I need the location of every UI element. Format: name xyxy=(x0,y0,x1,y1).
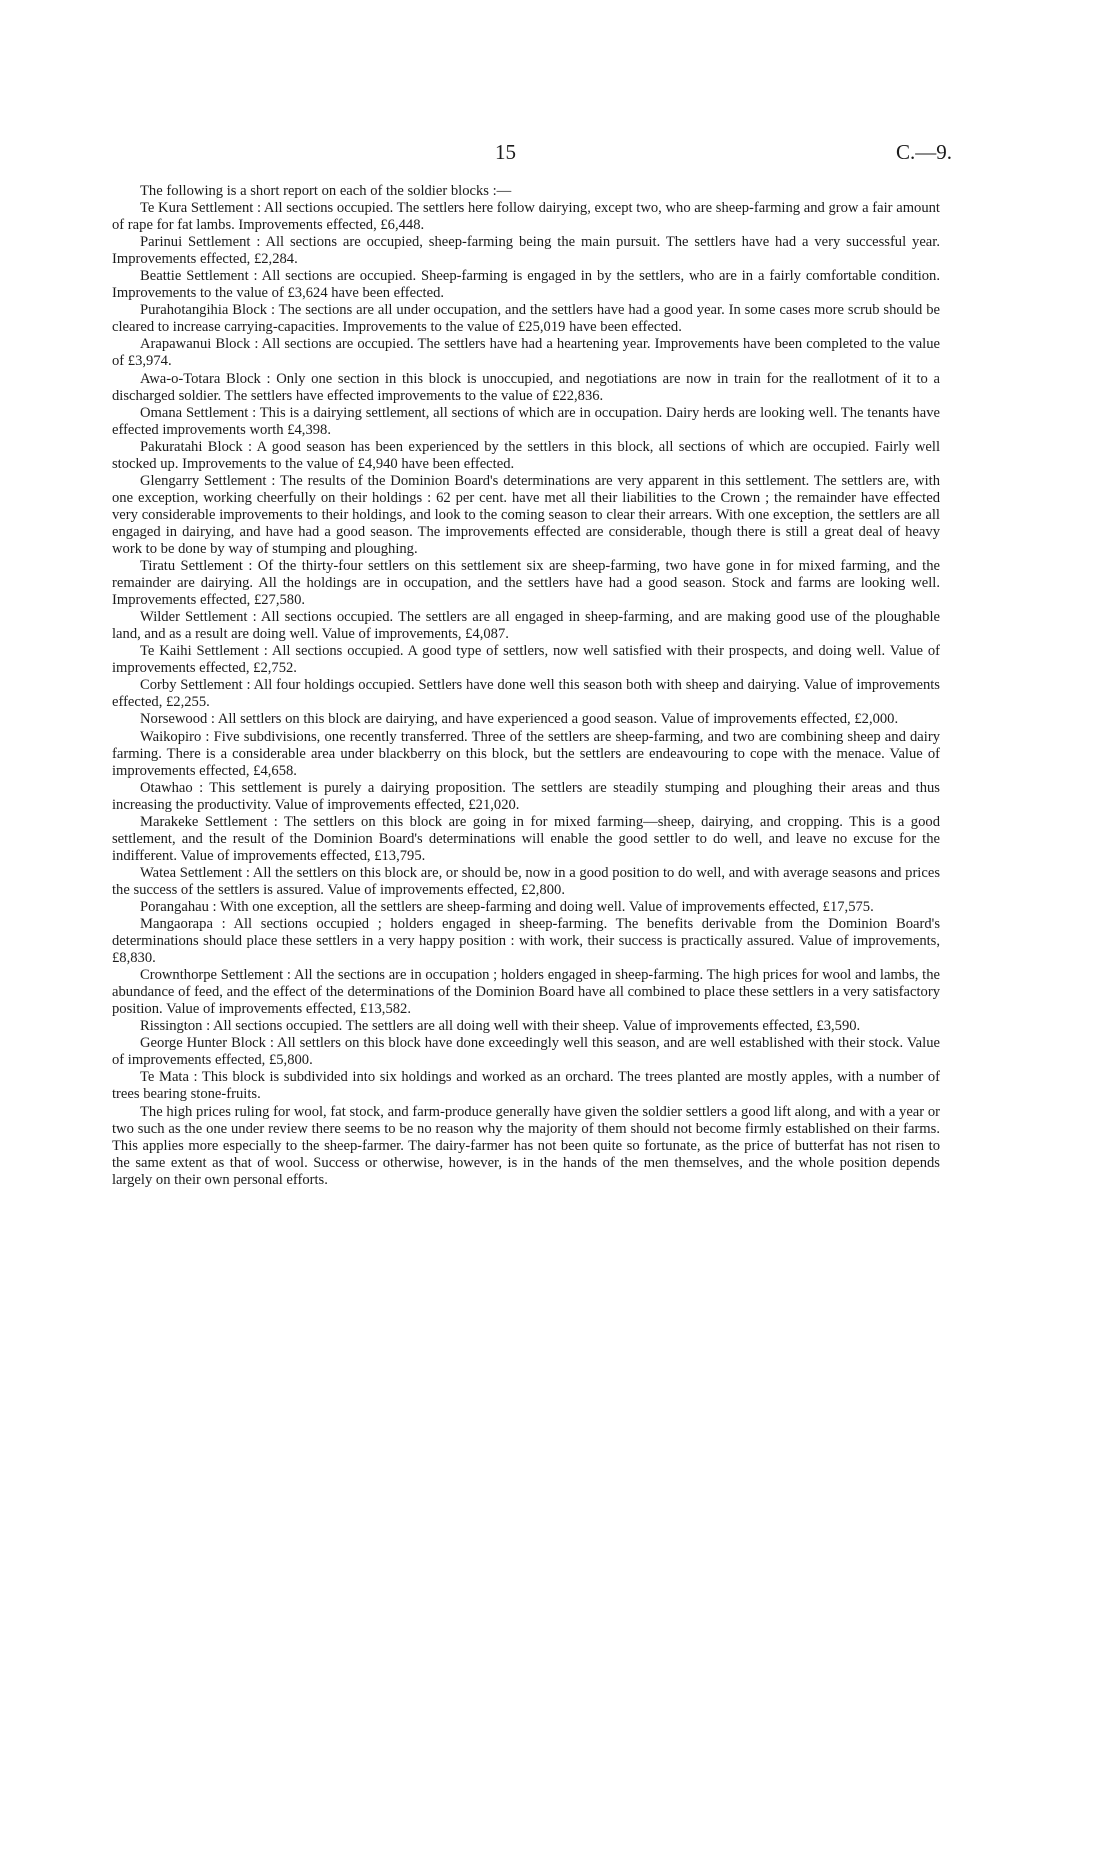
paragraph-arapawanui: Arapawanui Block : All sections are occupied. The settlers have had a heartening year. Improvements have been completed to the value of £3,974. xyxy=(112,336,940,370)
paragraph-awa-o-totara: Awa-o-Totara Block : Only one section in this block is unoccupied, and negotiations are now in train for the reallotment of it to a discharged soldier. The settlers have effected improvements to the value of £22,836. xyxy=(112,370,940,404)
paragraph-otawhao: Otawhao : This settlement is purely a dairying proposition. The settlers are steadily stumping and ploughing their areas and thus increasing the productivity. Value of improvements effected, £21,020. xyxy=(112,779,940,813)
paragraph-pakuratahi: Pakuratahi Block : A good season has been experienced by the settlers in this block, all sections of which are occupied. Fairly well stocked up. Improvements to the value of £4,940 have been effected. xyxy=(112,438,940,472)
paragraph-george-hunter: George Hunter Block : All settlers on this block have done exceedingly well this season, and are well established with their stock. Value of improvements effected, £5,800. xyxy=(112,1035,940,1069)
paragraph-purahotangihia: Purahotangihia Block : The sections are all under occupation, and the settlers have had a good year. In some cases more scrub should be cleared to increase carrying-capacities. Improvements to the value of £25,019 have been effected. xyxy=(112,302,940,336)
page-number: 15 xyxy=(495,140,516,164)
paragraph-te-mata: Te Mata : This block is subdivided into six holdings and worked as an orchard. The trees planted are mostly apples, with a number of trees bearing stone-fruits. xyxy=(112,1069,940,1103)
intro-paragraph: The following is a short report on each of the soldier blocks :— xyxy=(140,183,512,199)
paragraph-conclusion: The high prices ruling for wool, fat stock, and farm-produce generally have given the soldier settlers a good lift along, and with a year or two such as the one under review there seems to be no reason why the majority of them should not become firmly established on their farms. This applies more especially to the sheep-farmer. The dairy-farmer has not been quite so fortunate, as the price of butterfat has not risen to the same extent as that of wool. Success or otherwise, however, is in the hands of the men themselves, and the whole position depends largely on their own personal efforts. xyxy=(112,1103,940,1188)
paragraph-porangahau: Porangahau : With one exception, all the settlers are sheep-farming and doing well. Value of improvements effected, £17,575. xyxy=(140,898,874,915)
paragraph-tiratu: Tiratu Settlement : Of the thirty-four settlers on this settlement six are sheep-farming, two have gone in for mixed farming, and the remainder are dairying. All the holdings are in occupation, and the settlers have had a good season. Stock and farms are looking well. Improvements effected, £27,580. xyxy=(112,558,940,609)
paragraph-crownthorpe: Crownthorpe Settlement : All the sections are in occupation ; holders engaged in sheep-farming. The high prices for wool and lambs, the abundance of feed, and the effect of the determinations of the Dominion Board have all combined to place these settlers in a very satisfactory position. Value of improvements effected, £13,582. xyxy=(112,967,940,1018)
paragraph-beattie: Beattie Settlement : All sections are occupied. Sheep-farming is engaged in by the settlers, who are in a fairly comfortable condition. Improvements to the value of £3,624 have been effected. xyxy=(112,268,940,302)
report-body xyxy=(112,183,940,1189)
paragraph-glengarry: Glengarry Settlement : The results of the Dominion Board's determinations are very apparent in this settlement. The settlers are, with one exception, working cheerfully on their holdings : 62 per cent. have met all their liabilities to the Crown ; the remainder have effected very considerable improvements to their holdings, and look to the coming season to clear their arrears. With one exception, the settlers are all engaged in dairying, and have had a good season. The improvements effected are considerable, though there is still a great deal of heavy work to be done by way of stumping and ploughing. xyxy=(112,472,940,557)
paragraph-norsewood: Norsewood : All settlers on this block are dairying, and have experienced a good season. Value of improvements effected, £2,000. xyxy=(140,711,899,728)
paragraph-te-kaihi: Te Kaihi Settlement : All sections occupied. A good type of settlers, now well satisfied with their prospects, and doing well. Value of improvements effected, £2,752. xyxy=(112,643,940,677)
paragraph-omana: Omana Settlement : This is a dairying settlement, all sections of which are in occupation. Dairy herds are looking well. The tenants have effected improvements worth £4,398. xyxy=(112,404,940,438)
document-code: C.—9. xyxy=(895,140,952,164)
paragraph-watea: Watea Settlement : All the settlers on this block are, or should be, now in a good position to do well, and with average seasons and prices the success of the settlers is assured. Value of improvements effected, £2,800. xyxy=(112,864,940,898)
paragraph-parinui: Parinui Settlement : All sections are occupied, sheep-farming being the main pursuit. The settlers have had a very successful year. Improvements effected, £2,284. xyxy=(112,234,940,268)
paragraph-mangaorapa: Mangaorapa : All sections occupied ; holders engaged in sheep-farming. The benefits derivable from the Dominion Board's determinations should place these settlers in a very happy position : with work, their success is practically assured. Value of improvements, £8,830. xyxy=(112,916,940,967)
paragraph-te-kura: Te Kura Settlement : All sections occupied. The settlers here follow dairying, except two, who are sheep-farming and grow a fair amount of rape for fat lambs. Improvements effected, £6,448. xyxy=(112,200,940,234)
paragraph-corby: Corby Settlement : All four holdings occupied. Settlers have done well this season both with sheep and dairying. Value of improvements effected, £2,255. xyxy=(112,677,940,711)
paragraph-wilder: Wilder Settlement : All sections occupied. The settlers are all engaged in sheep-farming, and are making good use of the ploughable land, and as a result are doing well. Value of improvements, £4,087. xyxy=(112,609,940,643)
paragraph-waikopiro: Waikopiro : Five subdivisions, one recently transferred. Three of the settlers are sheep-farming, and two are combining sheep and dairy farming. There is a considerable area under blackberry on this block, but the settlers are endeavouring to cope with the menace. Value of improvements effected, £4,658. xyxy=(112,728,940,779)
paragraph-marakeke: Marakeke Settlement : The settlers on this block are going in for mixed farming—sheep, dairying, and cropping. This is a good settlement, and the result of the Dominion Board's determinations will enable the good settler to do well, and leave no excuse for the indifferent. Value of improvements effected, £13,795. xyxy=(112,813,940,864)
paragraph-rissington: Rissington : All sections occupied. The settlers are all doing well with their sheep. Value of improvements effected, £3,590. xyxy=(140,1018,861,1035)
